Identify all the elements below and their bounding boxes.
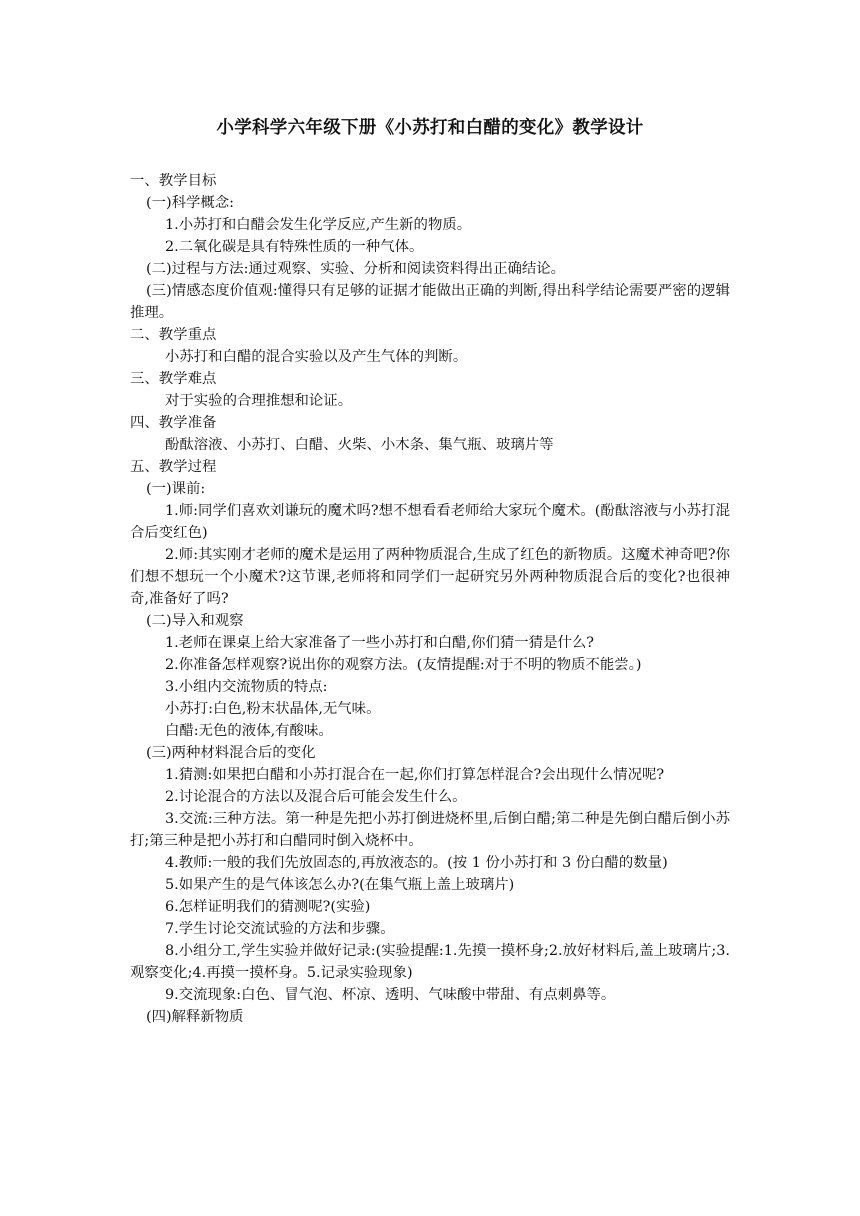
- document-title: 小学科学六年级下册《小苏打和白醋的变化》教学设计: [216, 118, 644, 138]
- section-heading: 一、教学目标: [130, 173, 217, 189]
- paragraph: 4.教师:一般的我们先放固态的,再放液态的。(按 1 份小苏打和 3 份白醋的数量): [165, 855, 668, 871]
- paragraph: 小苏打和白醋的混合实验以及产生气体的判断。: [165, 349, 468, 365]
- paragraph: 3.交流:三种方法。第一种是先把小苏打倒进烧杯里,后倒白醋;第二种是先倒白醋后倒小苏打;第三种是把小苏打和白醋同时倒入烧杯中。: [130, 811, 730, 849]
- paragraph: 1.小苏打和白醋会发生化学反应,产生新的物质。: [165, 217, 472, 233]
- paragraph: 1.师:同学们喜欢刘谦玩的魔术吗?想不想看看老师给大家玩个魔术。(酚酞溶液与小苏打混合后变红色): [130, 503, 730, 541]
- paragraph: 1.老师在课桌上给大家准备了一些小苏打和白醋,你们猜一猜是什么?: [165, 635, 594, 651]
- paragraph: 8.小组分工,学生实验并做好记录:(实验提醒:1.先摸一摸杯身;2.放好材料后,盖上玻璃片;3.观察变化;4.再摸一摸杯身。5.记录实验现象): [130, 943, 730, 981]
- subsection-heading: (四)解释新物质: [146, 1009, 244, 1025]
- section-heading: 四、教学准备: [130, 415, 217, 431]
- paragraph: 9.交流现象:白色、冒气泡、杯凉、透明、气味酸中带甜、有点刺鼻等。: [165, 987, 616, 1003]
- paragraph: 7.学生讨论交流试验的方法和步骤。: [165, 921, 395, 937]
- document-body: [130, 170, 730, 1028]
- section-heading: 三、教学难点: [130, 371, 217, 387]
- subsection-heading: (一)科学概念:: [146, 195, 235, 211]
- paragraph: 1.猜测:如果把白醋和小苏打混合在一起,你们打算怎样混合?会出现什么情况呢?: [165, 767, 665, 783]
- paragraph: (三)情感态度价值观:懂得只有足够的证据才能做出正确的判断,得出科学结论需要严密的逻辑推理。: [130, 283, 730, 321]
- subsection-heading: (一)课前:: [146, 481, 206, 497]
- paragraph: 2.师:其实刚才老师的魔术是运用了两种物质混合,生成了红色的新物质。这魔术神奇吧?你们想不想玩一个小魔术?这节课,老师将和同学们一起研究另外两种物质混合后的变化?也很神奇,准备好了吗?: [130, 547, 730, 607]
- section-heading: 五、教学过程: [130, 459, 217, 475]
- paragraph: 对于实验的合理推想和论证。: [165, 393, 353, 409]
- paragraph: 6.怎样证明我们的猜测呢?(实验): [165, 899, 371, 915]
- paragraph: 小苏打:白色,粉末状晶体,无气味。: [165, 701, 381, 717]
- paragraph: 酚酞溶液、小苏打、白醋、火柴、小木条、集气瓶、玻璃片等: [165, 437, 554, 453]
- paragraph: 5.如果产生的是气体该怎么办?(在集气瓶上盖上玻璃片): [165, 877, 515, 893]
- paragraph: 3.小组内交流物质的特点:: [165, 679, 328, 695]
- subsection-heading: (三)两种材料混合后的变化: [146, 745, 316, 761]
- paragraph: 2.讨论混合的方法以及混合后可能会发生什么。: [165, 789, 467, 805]
- paragraph: 2.你准备怎样观察?说出你的观察方法。(友情提醒:对于不明的物质不能尝。): [165, 657, 642, 673]
- paragraph: 2.二氧化碳是具有特殊性质的一种气体。: [165, 239, 424, 255]
- paragraph: (二)过程与方法:通过观察、实验、分析和阅读资料得出正确结论。: [146, 261, 566, 277]
- section-heading: 二、教学重点: [130, 327, 217, 343]
- paragraph: 白醋:无色的液体,有酸味。: [165, 723, 333, 739]
- subsection-heading: (二)导入和观察: [146, 613, 244, 629]
